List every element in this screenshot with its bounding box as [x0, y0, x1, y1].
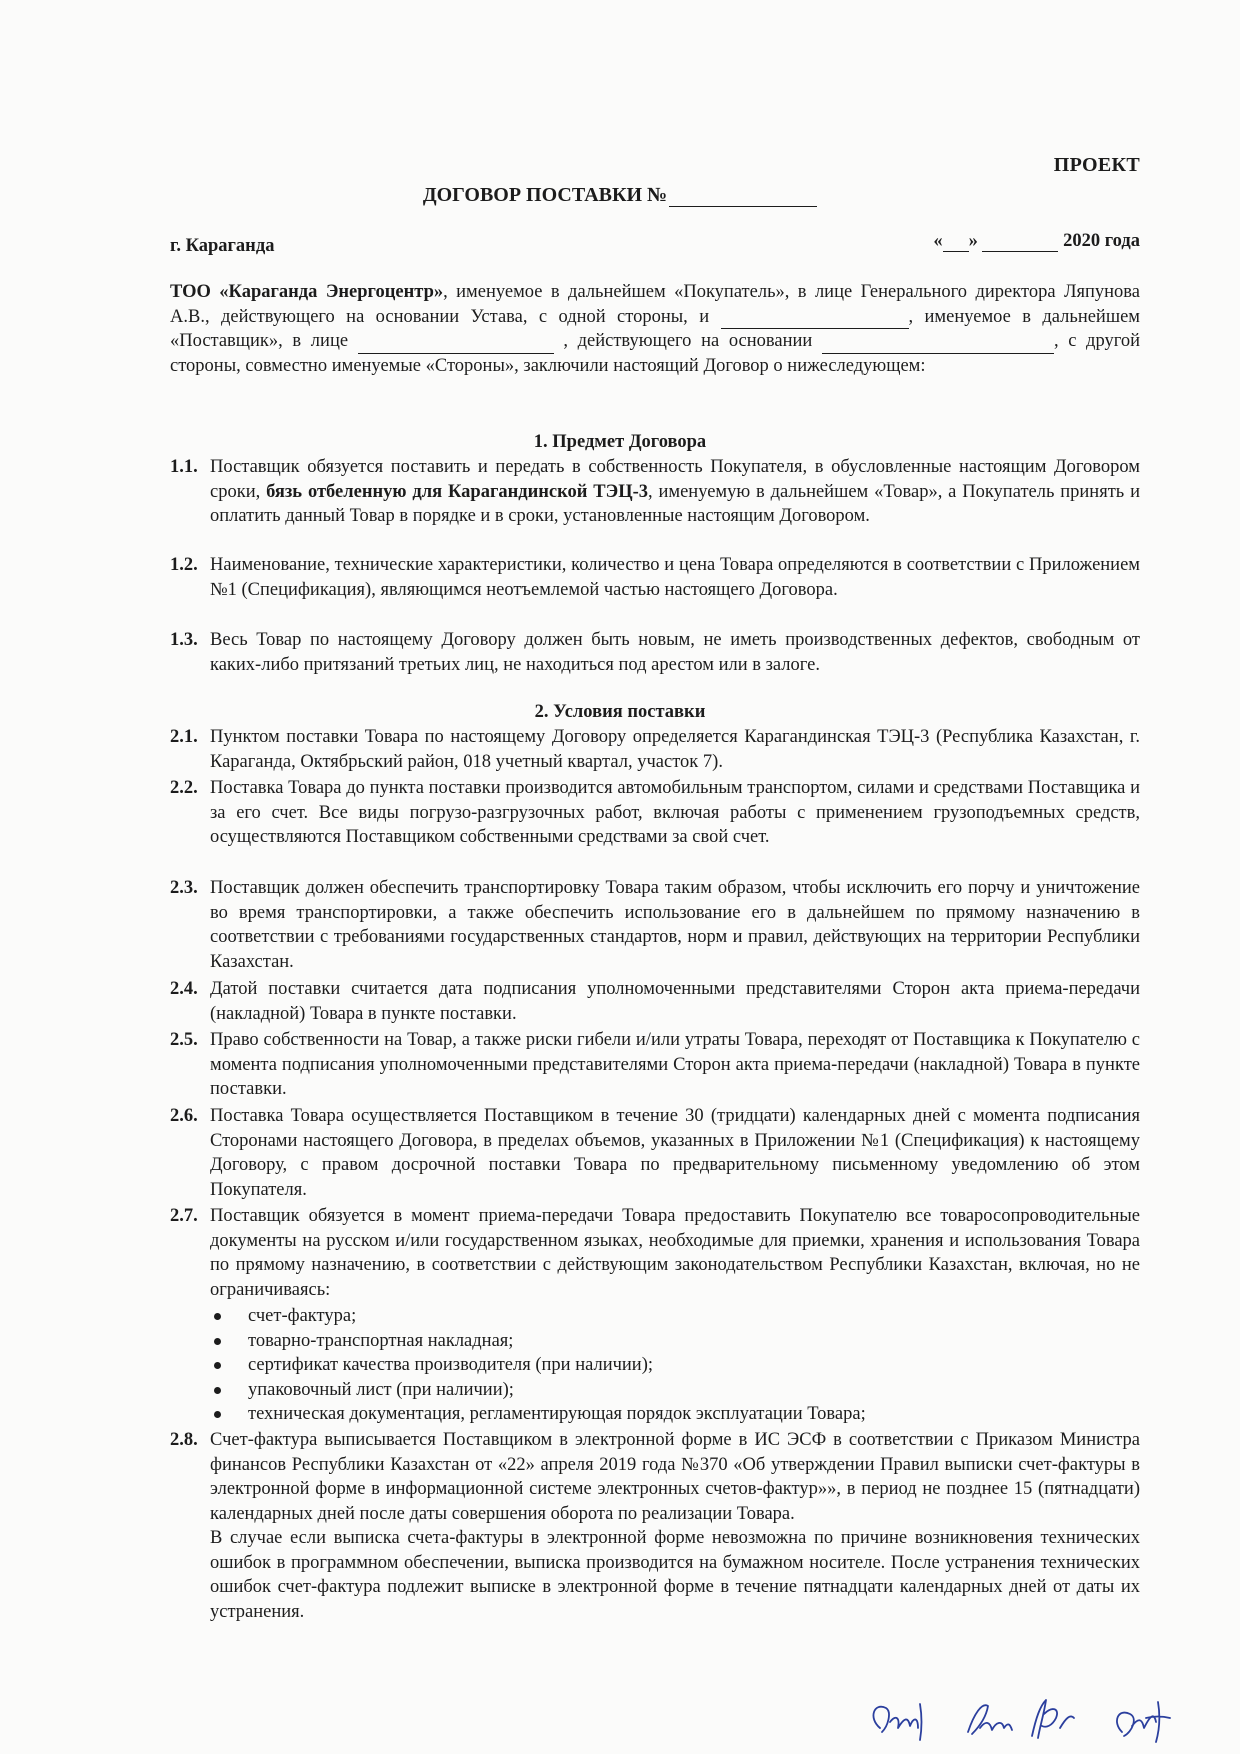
date-quote-close: » — [968, 231, 978, 251]
clause-text: Наименование, технические характеристики, количество и цена Товара определяются в соответствии с Приложением №1 (Спецификация), являющимся неотъемлемой частью настоящего Договора. — [210, 555, 1140, 600]
clause-2-3 — [170, 876, 1140, 974]
signature-3 — [1032, 1700, 1074, 1738]
clause-2-7 — [170, 1204, 1140, 1302]
list-item — [210, 1304, 1140, 1329]
clause-text: Весь Товар по настоящему Договору должен быть новым, не иметь производственных дефектов, свободным от каких-либо притязаний третьих лиц, не находиться под арестом или в залоге. — [210, 630, 1140, 675]
clause-1-3 — [170, 628, 1140, 677]
clause-number: 2.3. — [170, 878, 198, 898]
supplier-name-blank — [721, 311, 909, 329]
preamble-text-4: , с другой стороны, совместно именуемые «Стороны», заключили настоящий Договор о нижеследующем: — [170, 331, 1140, 376]
list-item-text: упаковочный лист (при наличии); — [248, 1379, 514, 1400]
buyer-company: ТОО «Караганда Энергоцентр» — [170, 282, 444, 302]
clause-text-part: Поставщик обязуется поставить и передать в собственность Покупателя, в обусловленные настоящим Договором сроки, — [210, 457, 1140, 502]
list-item — [210, 1378, 1140, 1403]
clause-number: 2.5. — [170, 1030, 198, 1050]
list-item — [210, 1353, 1140, 1378]
handwritten-signatures — [860, 1688, 1200, 1748]
city-label: г. Караганда — [170, 236, 275, 256]
clause-number: 1.1. — [170, 457, 198, 477]
list-item-text: техническая документация, регламентирующая порядок эксплуатации Товара; — [248, 1404, 866, 1424]
clause-number: 1.2. — [170, 555, 198, 575]
clause-text: Датой поставки считается дата подписания уполномоченными представителями Сторон акта приема-передачи (накладной) Товара в пункте поставки. — [210, 979, 1140, 1024]
preamble-text-2: , именуемое в дальнейшем «Поставщик», в лице — [170, 306, 1140, 351]
clause-text: Право собственности на Товар, а также риски гибели и/или утраты Товара, переходят от Поставщика к Покупателю с момента подписания уполномоченными представителями Сторон акта приема-передачи (накладной) Товара в пункте поставки. — [210, 1030, 1140, 1099]
bullet-icon — [214, 1411, 221, 1418]
clause-number: 2.8. — [170, 1430, 198, 1450]
list-item-text: счет-фактура; — [248, 1306, 357, 1326]
month-blank — [982, 234, 1058, 252]
title-text: ДОГОВОР ПОСТАВКИ № — [422, 184, 668, 206]
bullet-icon — [214, 1313, 221, 1320]
preamble-text-3: , действующего на основании — [553, 331, 822, 351]
bullet-icon — [214, 1338, 221, 1345]
section-2-heading: 2. Условия поставки — [534, 702, 706, 722]
signature-1 — [873, 1704, 921, 1740]
clause-text: Поставка Товара до пункта поставки производится автомобильным транспортом, силами и средствами Поставщика и за его счет. Все виды погрузо-разгрузочных работ, включая работы с применением грузоподъемных средств, осуществляются Поставщиком собственными средствами за свой счет. — [210, 778, 1140, 847]
preamble — [170, 280, 1140, 378]
clause-2-1 — [170, 725, 1140, 774]
goods-name: бязь отбеленную для Карагандинской ТЭЦ-3 — [266, 481, 648, 502]
clause-number: 2.2. — [170, 778, 198, 798]
clause-text: Пунктом поставки Товара по настоящему Договору определяется Карагандинская ТЭЦ-3 (Республика Казахстан, г. Караганда, Октябрьский район, 018 учетный квартал, участок 7). — [210, 727, 1140, 772]
clause-text-paragraph-2: В случае если выписка счета-фактуры в электронной форме невозможна по причине возникновения технических ошибок в программном обеспечении, выписка производится на бумажном носителе. После устранения технических ошибок счет-фактура подлежит выписке в электронной форме в течение пятнадцати календарных дней от даты их устранения. — [210, 1528, 1140, 1622]
clause-number: 2.7. — [170, 1206, 198, 1226]
clause-2-6 — [170, 1104, 1140, 1202]
supplier-representative-blank — [358, 336, 554, 354]
documents-list — [210, 1304, 1140, 1427]
clause-text-part: , именуемую в дальнейшем «Товар», а Покупатель принять и оплатить данный Товар в порядке и в сроки, установленные настоящим Договором. — [210, 481, 1140, 526]
clause-text: Поставщик обязуется в момент приема-передачи Товара предоставить Покупателю все товаросопроводительные документы на русском и/или государственном языках, необходимые для приемки, хранения и использования Товара по прямому назначению, в соответствии с действующим законодательством Республики Казахстан, включая, но не ограничиваясь: — [210, 1206, 1140, 1300]
clause-2-5 — [170, 1028, 1140, 1102]
clause-text: Поставка Товара осуществляется Поставщиком в течение 30 (тридцати) календарных дней с момента подписания Сторонами настоящего Договора, в пределах объемов, указанных в Приложении №1 (Спецификация) к настоящему Договору, с правом досрочной поставки Товара по предварительному письменному уведомлению об этом Покупателя. — [210, 1106, 1140, 1200]
clause-text: Счет-фактура выписывается Поставщиком в электронной форме в ИС ЭСФ в соответствии с Приказом Министра финансов Республики Казахстан от «22» апреля 2019 года №370 «Об утверждении Правил выписки счет-фактуры в электронной форме в информационной системе электронных счетов-фактур»», в период не позднее 15 (пятнадцати) календарных дней после даты совершения оборота по реализации Товара. — [210, 1430, 1140, 1524]
date-quote-open: « — [933, 231, 943, 251]
day-blank — [943, 234, 969, 252]
clause-number: 1.3. — [170, 630, 198, 650]
contract-number-blank — [669, 187, 817, 207]
list-item-text: сертификат качества производителя (при наличии); — [248, 1355, 654, 1375]
clause-number: 2.1. — [170, 727, 198, 747]
signature-2 — [968, 1705, 1012, 1734]
date-year: 2020 года — [1063, 231, 1140, 251]
contract-date — [933, 231, 1140, 252]
clause-number: 2.4. — [170, 979, 198, 999]
clause-text — [210, 455, 1140, 529]
clause-1-1 — [170, 455, 1140, 529]
preamble-text-1: , именуемое в дальнейшем «Покупатель», в лице Генерального директора Ляпунова А.В., действующего на основании Устава, с одной стороны, и — [170, 282, 1140, 327]
signature-4 — [1117, 1702, 1170, 1742]
bullet-icon — [214, 1387, 221, 1394]
clause-number: 2.6. — [170, 1106, 198, 1126]
bullet-icon — [214, 1362, 221, 1369]
list-item-text: товарно-транспортная накладная; — [248, 1330, 514, 1351]
project-stamp: ПРОЕКТ — [1053, 154, 1140, 176]
list-item — [210, 1329, 1140, 1354]
clause-text: Поставщик должен обеспечить транспортировку Товара таким образом, чтобы исключить его порчу и уничтожение во время транспортировки, а также обеспечить использование его в дальнейшем по прямому назначению в соответствии с требованиями государственных стандартов, норм и правил, действующих на территории Республики Казахстан. — [210, 878, 1140, 972]
section-1-heading: 1. Предмет Договора — [533, 432, 707, 452]
document-title — [0, 184, 1240, 207]
clause-2-4 — [170, 977, 1140, 1026]
clause-2-2 — [170, 776, 1140, 850]
list-item — [210, 1402, 1140, 1427]
supplier-basis-blank — [822, 336, 1054, 354]
clause-2-8 — [170, 1428, 1140, 1624]
clause-1-2 — [170, 553, 1140, 602]
